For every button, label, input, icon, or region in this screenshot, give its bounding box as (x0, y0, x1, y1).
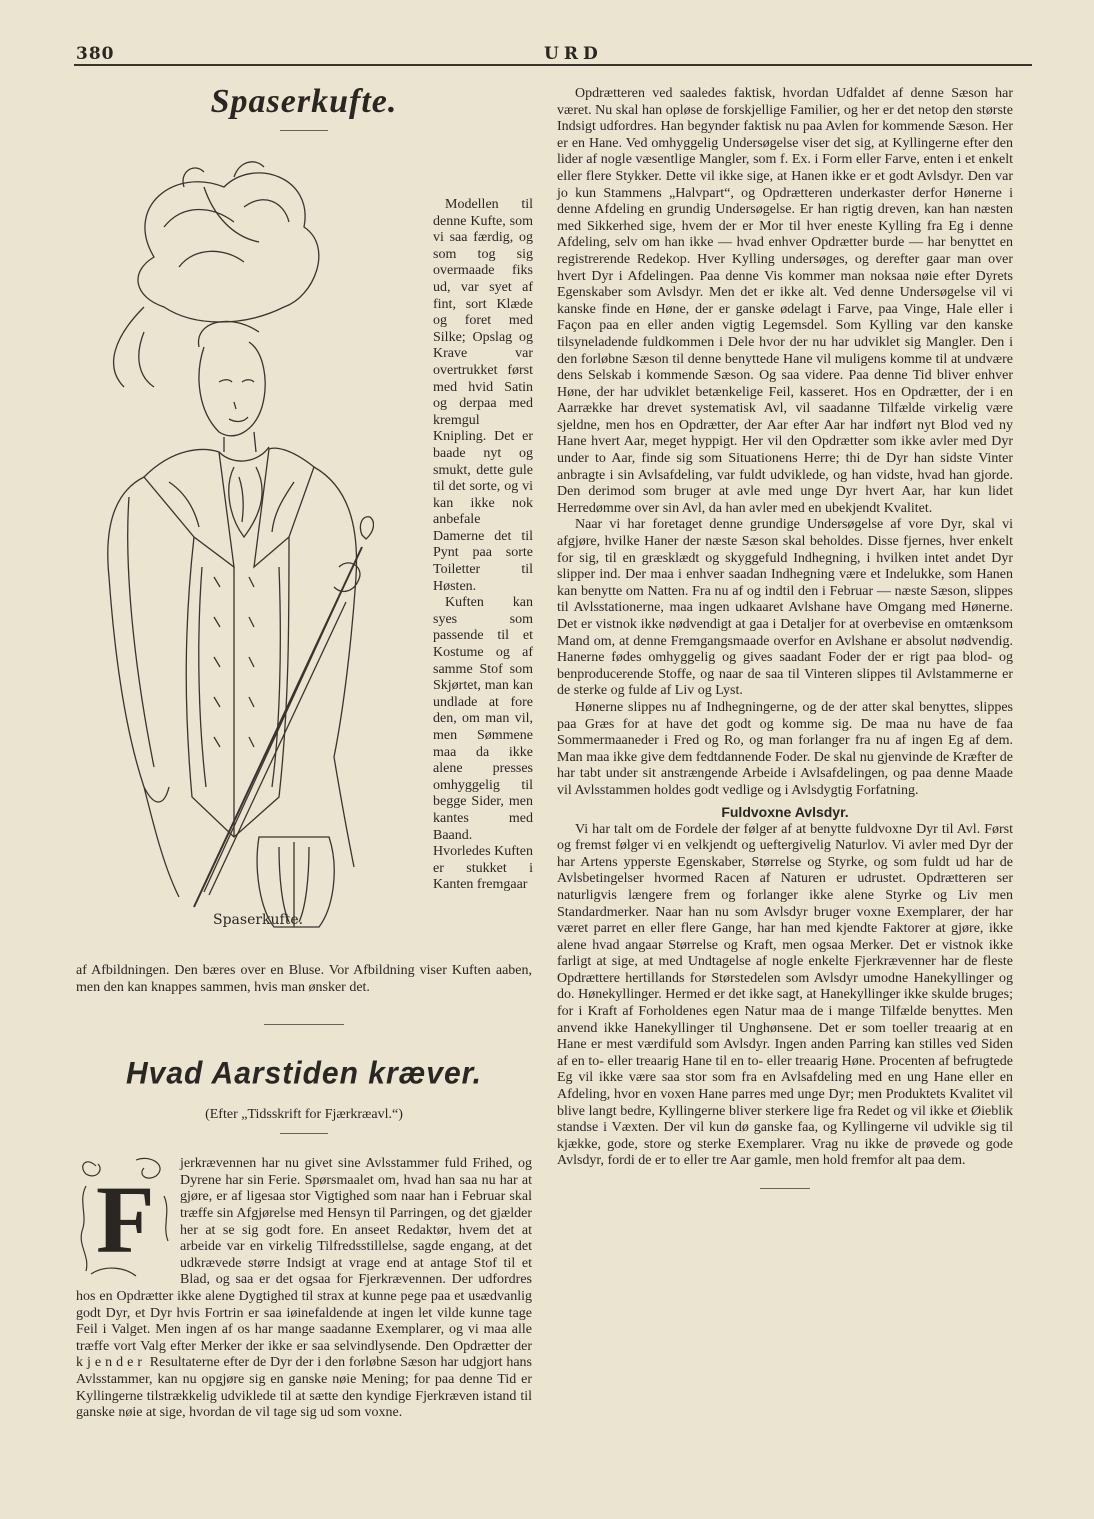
article1-side-text (433, 197, 533, 894)
article-title-spaserkufte: Spaserkufte. (210, 83, 398, 120)
figure-caption: Spaserkufte. (213, 912, 304, 928)
figure-area (76, 137, 532, 963)
page-number: 380 (76, 44, 115, 64)
journal-title: URD (544, 44, 603, 64)
right-paragraph: Naar vi har foretaget denne grundige Undersøgelse af vore Dyr, skal vi afgjøre, hvilke Haner der næste Sæson skal beholdes. Disse fjernes, hver enkelt for sig, til en græsklædt og skyggefuld Indhegning, i hvilken intet andet Dyr slipper ind. Der maa i enhver saadan Indhegning være et Indelukke, som Hanen kan benytte om Natten. Fra nu af og indtil den i Februar — næste Sæson, slippes til Avlsstationerne, maa ingen udkaaret Avlshane have Omgang med Hønerne. Det er vistnok ikke nødvendigt at gaa i Detaljer for at overbevise en omtænksom Mand om, at denne Fremgangsmaade overfor en Avlshane er absolut nødvendig. Hanerne fødes omhyggelig og gives saadant Foder der er rigt paa blod- og benproducerende Stoffe, og naar de saa til Vinteren slippes til Avlstammerne er de sterke og fulde af Liv og Lyst. (557, 517, 1013, 699)
side-paragraph: Kuften kan syes som passende til et Kostume og af samme Stof som Skjørtet, man kan undlade at fore den, om man vil, men Sømmene maa da ikke alene presses omhyggelig til begge Sider, men kantes med Baand. Hvorledes Kuften er stukket i Kanten fremgaar (433, 595, 533, 893)
right-paragraph: Opdrætteren ved saaledes faktisk, hvordan Udfaldet af denne Sæson har været. Nu skal han opløse de forskjellige Familier, og her er det netop den største Indsigt udfordres. Han begynder faktisk nu paa Avlen for kommende Sæson. Her er en Hane. Ved omhyggelig Undersøgelse viser det sig, at Kyllingerne efter den lider af nogle væsentlige Mangler, som f. Ex. i Form eller Farve, enten i et enkelt eller flere Stykker. Dette vil ikke sige, at Hanen ikke er et godt Avlsdyr. Den var jo kun Stammens „Halvpart“, og Opdrætteren underkaster derfor Hønerne i denne Afdeling en grundig Undersøgelse. Er han rigtig dreven, kan han næsten med Sikkerhed sige, hvem der er Mor til hver eneste Kylling fra Eg i denne Afdeling, selv om han ikke — hvad enhver Opdrætter burde — har benyttet en registrerende Redekop. Hver Kylling undersøges, og derefter gaar man over hvert Dyr i Afdelingen. Paa denne Vis kommer man noksaa nøie efter Dyrets Egenskaber som Avlsdyr. Men det er ikke alt. Ved denne Undersøgelse vil vi kanske finde en Høne, der er ganske ødelagt i Farve, paa Vinge, Hale eller i Façon paa en eller anden vigtig Legemsdel. Som Kylling var den kanske tilsyneladende fuldkommen i Dele hvor der nu har udviklet sig Mangler. Den i den forløbne Sæson til denne benyttede Hane vil muligens komme til at undvære dens Selskab i kommende Sæson. Og saa videre. Paa denne Tid bliver enhver Høne, der har udviklet betænkelige Feil, kasseret. Hos en Opdrætter, der i en Aarrække har drevet systematisk Avl, vil saadanne Tilfælde virkelig være sjeldne, men hos en Opdrætter, der Aar efter Aar har indført nyt Blod ved ny Hane hvert Aar, meget hyppigt. Her vil den Opdrætter som ikke avler med Dyr under to Aar, finde sig som Situationens Herre; thi de Dyr han sidste Vinter anbragte i sin Avlsafdeling, var fuldt udviklede, og han vidste, hvad han gjorde. Den derimod som bruger at avle med unge Dyr hvert Aar, har kun lidet Herredømme over sin Avl, da han avler med en ubekjendt Kvalitet. (557, 86, 1013, 516)
section-subheading: Fuldvoxne Avlsdyr. (721, 803, 849, 820)
woman-in-jacket-illustration (84, 147, 374, 937)
left-column (76, 82, 532, 1422)
spaced-word: kjender (76, 1355, 146, 1371)
article-title-hvad-aarstiden: Hvad Aarstiden kræver. (125, 1056, 483, 1091)
subtitle-divider (280, 1133, 328, 1134)
right-paragraph: Hønerne slippes nu af Indhegningerne, og de der atter skal benyttes, slippes paa Græs for at have det godt og komme sig. De maa nu have de faa Sommermaaneder i Fred og Ro, og man forlanger fra nu af ingen Eg af dem. Man maa ikke give dem fedtdannende Foder. De skal nu gjenvinde de Kræfter de har tabt under sit anstrængende Arbeide i Avlsafdelingen, og paa denne Maade vil Avlsstammen holdes godt vedlige og i Avlsdygtig Forfatning. (557, 699, 1013, 798)
article1-continuation: af Afbildningen. Den bæres over en Bluse. Vor Afbildning viser Kuften aaben, men den kan knappes sammen, hvis man ønsker det. (76, 963, 532, 995)
right-column (557, 86, 1013, 1189)
article-source: (Efter „Tidsskrift for Fjærkræavl.“) (205, 1107, 403, 1123)
title-divider (280, 130, 328, 131)
dropcap-letter: F (96, 1166, 155, 1274)
article2-text: jerkrævennen har nu givet sine Avlsstammer fuld Frihed, og Dyrene har sin Ferie. Spørsmaalet om, hvad han saa nu har at gjøre, er af ligesaa stor Vigtighed som naar han i Februar skal træffe sin Afgjørelse med Hensyn til Parringen, og det gjælder her at se sig godt fore. En anseet Redaktør, hvem det at arbeide var en virkelig Tilfredsstillelse, sagde engang, at det udkrævede større Indsigt at vrage end at antage Stof til et Blad, og saa er det ogsaa for Fjerkrævennen. Der udfordres hos en Opdrætter ikke alene Dygtighed til strax at kunne pege paa et usædvanlig godt Dyr, et Dyr hvis Fortrin er saa iøinefaldende at ingen let vilde kunne tage Feil i Valget. Men ingen af os har mange saadanne Exemplarer, og vi maa alle træffe vort Valg efter Merker der ikke er saa selvindlysende. Den Opdrætter der (76, 1156, 532, 1354)
article-divider (264, 1024, 344, 1025)
ornamental-dropcap (76, 1156, 174, 1280)
page-header (74, 44, 1032, 66)
header-rule (74, 64, 1032, 66)
side-paragraph: Modellen til denne Kufte, som vi saa færdig, og som tog sig overmaade fiks ud, var syet af fint, sort Klæde og foret med Silke; Opslag og Krave var overtrukket først med hvid Satin og derpaa med kremgul Knipling. Det er baade nyt og smukt, dette gule til det sorte, og vi kan ikke nok anbefale Damerne det til Pynt paa sorte Toiletter til Høsten. (433, 197, 533, 594)
article2-text: Resultaterne efter de Dyr der i den forløbne Sæson har udgjort hans Avlsstammer, kan nu opgjøre sig en ganske nøie Mening; for paa denne Tid er Kyllingerne tilstrækkelig udviklede til at sætte den kyndige Fjerkræven istand til ganske nøie at sige, hvordan de vil tage sig ud som voxne. (76, 1355, 533, 1421)
end-rule (760, 1188, 810, 1189)
article2-opening (76, 1156, 532, 1422)
right-paragraph: Vi har talt om de Fordele der følger af at benytte fuldvoxne Dyr til Avl. Først og fremst følger vi en velkjendt og ueftergivelig Naturlov. Vi avler med Dyr der har Artens ypperste Egenskaber, Størrelse og Styrke, og som fuldt ud har de Avlsbetingelser hvormed Racen af Naturen er udrustet. Opdrætteren ser naturligvis længere frem og forlanger ikke alene Styrke og Liv men Standardmerker. Naar han nu som Avlsdyr bruger voxne Exemplarer, der har været parret en eller flere Gange, har han med kjendte Faktorer at gjøre, ikke alene hvad angaar Størrelse og Kraft, men ogsaa Merker. Det er vistnok ikke farligt at sige, at med Undtagelse af nogle enkelte Fjerkrævenner har de fleste Opdrættere hertillands for Størstedelen som Avlsdyr umodne Hanekyllinger og do. Hønekyllinger. Hermed er det ikke sagt, at Hanekyllinger ikke skulde bruges; for i Kraft af Forholdenes egen Natur maa de i mange Tilfælde benyttes. Men anvend ikke Hanekyllinger til Unghønsene. Det er som toeller treaarig at en Hane er mest værdifuld som Avlsdyr. Ingen anden Parring kan stilles ved Siden af en to- eller treaarig Hane til en to- eller treaarig Høne. Procenten af befrugtede Eg vil ikke være saa stor som fra en Avlsafdeling med en ung Hane eller en Afdeling, hvor en voxen Hane parres med unge Dyr; men Produktets Kvalitet vil blive langt bedre, Kyllingerne bliver sterkere lige fra Redet og vil ikke et Øieblik standse i Væxten. Der vil kun dø ganske faa, og Kyllingerne vil udvikle sig til kjække, gode, store og sterke Exemplarer. Vrag nu ikke de prøvede og gode Avlsdyr, fordi de er to eller tre Aar gamle, men hold fremfor alt paa dem. (557, 821, 1013, 1169)
